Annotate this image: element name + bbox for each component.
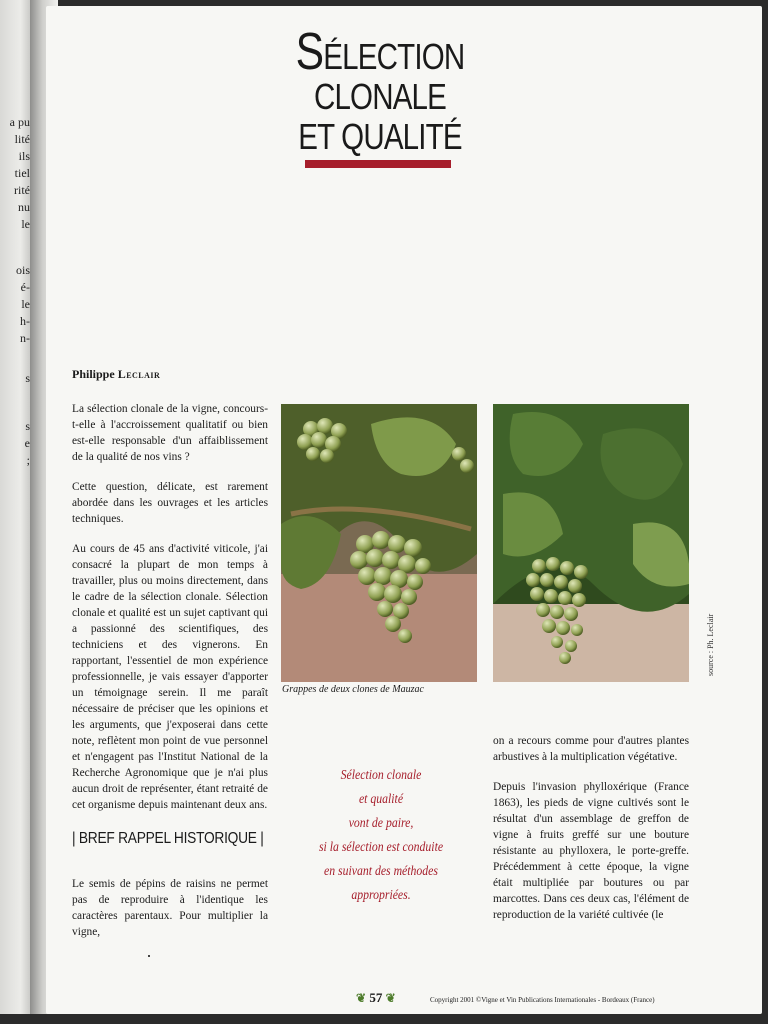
- left-page-fragment: rité: [14, 183, 30, 197]
- left-page-fragment: ois: [15, 263, 30, 277]
- photo-source-credit: source : Ph. Leclair: [706, 613, 715, 676]
- paragraph: Depuis l'invasion phylloxérique (France 1863), les pieds de vigne cultivés sont le résultat d'un assemblage de greffon de vigne à fruits greffé sur une bouture résistante au phylloxera, le porte-greffe. Précédemment à cette époque, la vigne était multipliée par boutures ou par marcottes. Dans ces deux cas, l'élément de reproduction de la variété cultivée (le: [493, 781, 689, 921]
- title-line1: ÉLECTION CLONALE: [313, 36, 465, 117]
- paragraph: Le semis de pépins de raisins ne permet pas de reproduire à l'identique les caractères parentaux. Pour multiplier la vigne,: [72, 878, 268, 938]
- paragraph: on a recours comme pour d'autres plantes arbustives à la multiplication végétative.: [493, 735, 689, 763]
- pull-quote: [303, 764, 459, 908]
- left-text-column-continued: [72, 876, 268, 954]
- copyright-notice: Copyright 2001 ©Vigne et Vin Publications Internationales - Bordeaux (France): [430, 996, 655, 1004]
- paragraph: Cette question, délicate, est rarement abordée dans les ouvrages et les articles techniques.: [72, 481, 268, 525]
- article-title: [232, 23, 527, 157]
- title-line2: ET QUALITÉ: [298, 116, 462, 157]
- left-text-column: [72, 401, 268, 827]
- title-initial: S: [295, 23, 324, 81]
- page-number: [356, 990, 396, 1006]
- paragraph: Au cours de 45 ans d'activité viticole, j'ai consacré la plupart de mon temps à travailler, plus ou moins directement, dans le cadre de la sélection clonale. Sélection clonale et qualité est un sujet captivant qui a passionné des scientifiques, des techniciens et des vignerons. En rapportant, l'essentiel de mon expérience professionnelle, je vais essayer d'apporter un témoignage serein. Il me paraît nécessaire de préciser que les opinions et les arguments, que j'exposerai dans cette note, reflètent mon point de vue personnel et n'engagent pas l'Institut National de la Recherche Agronomique que je n'ai plus aucun droit de représenter, étant retraité de cet organisme depuis maintenant deux ans.: [72, 543, 268, 811]
- author-first-name: Philippe: [72, 367, 115, 381]
- scan-right-edge: [762, 0, 768, 1024]
- left-page-fragment: le: [21, 217, 30, 231]
- left-page-fragment: ils: [18, 149, 30, 163]
- left-page-fragment: tiel: [14, 166, 30, 180]
- pull-quote-line: et qualité: [358, 792, 404, 807]
- grape-ornament-icon: ❦: [385, 991, 396, 1005]
- left-page-fragment: lité: [14, 132, 30, 146]
- pull-quote-line: en suivant des méthodes appropriées.: [323, 864, 438, 903]
- section-heading: | BREF RAPPEL HISTORIQUE |: [72, 830, 264, 847]
- grape-ornament-icon: ❦: [356, 991, 367, 1005]
- left-page-fragment: le: [21, 297, 30, 311]
- scan-bottom-edge: [0, 1014, 768, 1024]
- pull-quote-line: si la sélection est conduite: [318, 840, 444, 855]
- figure-caption: Grappes de deux clones de Mauzac: [282, 684, 424, 695]
- left-page-fragment: nu: [18, 200, 30, 214]
- paragraph: La sélection clonale de la vigne, concours-t-elle à l'accroissement qualitatif ou bien est-elle responsable d'un affaiblissement de la qualité de nos vins ?: [72, 403, 268, 463]
- left-facing-page: [0, 0, 34, 1024]
- print-speck: [148, 955, 150, 957]
- title-underline-bar: [305, 160, 451, 168]
- pull-quote-line: Sélection clonale: [340, 768, 422, 783]
- author-last-name: Leclair: [117, 367, 161, 381]
- author-byline: [72, 367, 160, 382]
- right-text-column: [493, 733, 689, 937]
- left-page-fragment: e: [24, 436, 30, 450]
- left-page-fragment: a pu: [9, 115, 30, 129]
- page-number-text: 57: [369, 990, 383, 1005]
- pull-quote-line: vont de paire,: [348, 816, 414, 831]
- grape-photo-clone-2: [493, 404, 689, 682]
- left-page-fragment: h-: [20, 314, 30, 328]
- left-page-fragment: ;: [26, 453, 30, 467]
- left-page-fragment: s: [25, 371, 30, 385]
- left-page-fragment: é-: [20, 280, 30, 294]
- left-page-fragment: n-: [20, 331, 30, 345]
- left-page-fragment: s: [25, 419, 30, 433]
- grape-photo-clone-1: [281, 404, 477, 682]
